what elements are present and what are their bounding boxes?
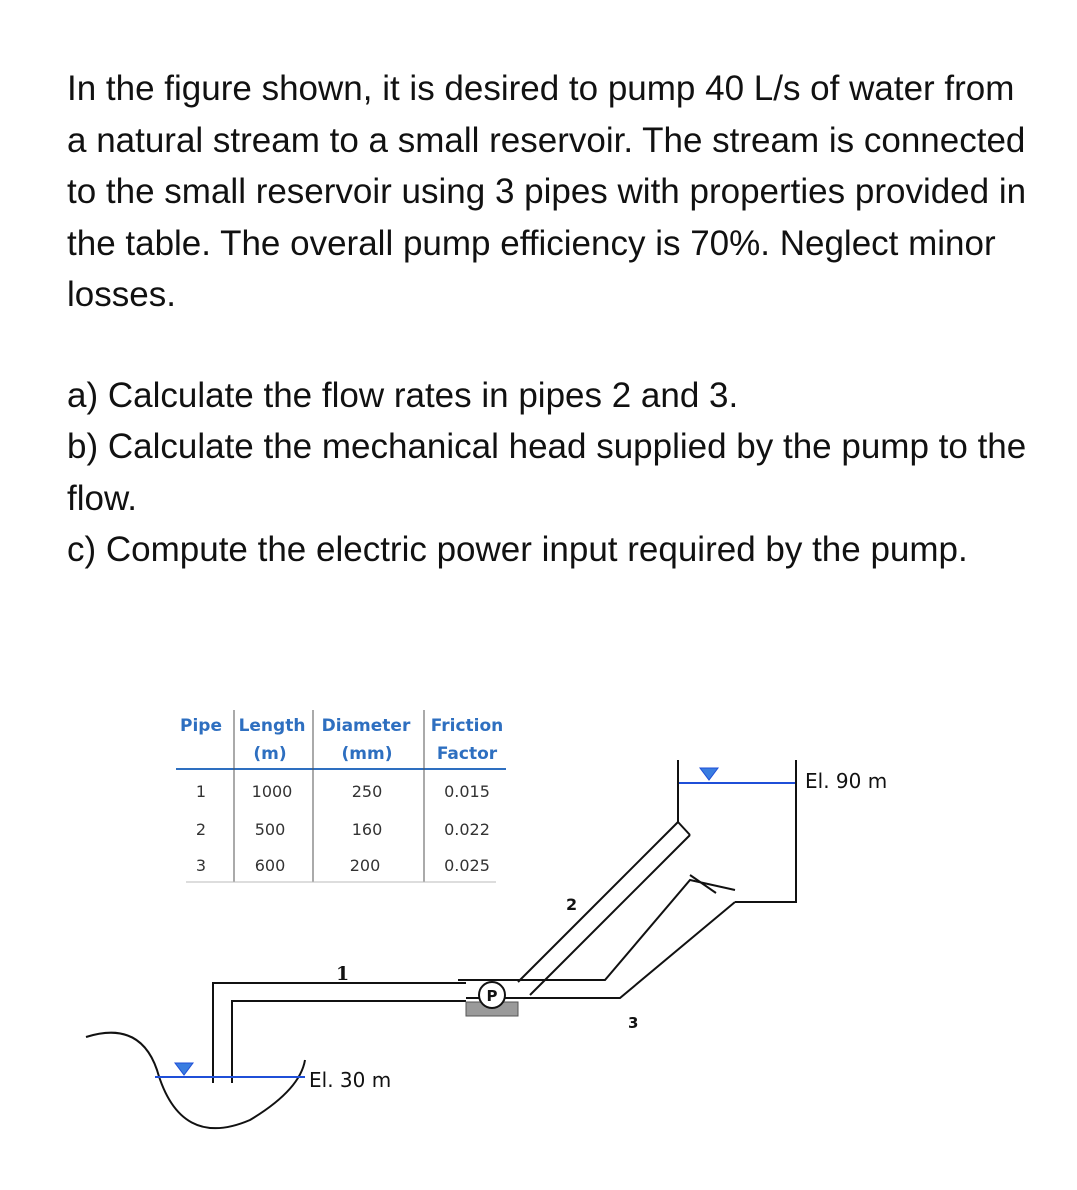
question-c-text: c) Compute the electric power input required by the pump.: [67, 530, 968, 569]
row1-pipe: 1: [195, 782, 207, 801]
question-c: [67, 524, 1027, 576]
row2-diameter: 160: [351, 820, 383, 839]
row3-pipe: 3: [195, 856, 207, 875]
pipe-1-label: 1: [336, 963, 350, 985]
natural-stream: [86, 1033, 391, 1128]
header-diameter: Diameter: [321, 716, 411, 736]
row3-friction: 0.025: [444, 856, 490, 875]
stream-water-level-marker: [175, 1063, 193, 1075]
row1-diameter: 250: [351, 782, 383, 801]
pipe-system-diagram: [0, 690, 1077, 1190]
reservoir-water-level-marker: [700, 768, 718, 780]
header-friction-unit: Factor: [436, 744, 498, 764]
row3-diameter: 200: [349, 856, 381, 875]
intro-text: In the figure shown, it is desired to pump 40 L/s of water from a natural stream to a small reservoir. The stream is connected to the small reservoir using 3 pipes with properties provided in the table. The overall pump efficiency is 70%. Neglect minor losses.: [67, 69, 1027, 314]
stream-elevation-label: El. 30 m: [309, 1068, 392, 1092]
question-b: [67, 421, 1027, 524]
pipe-2-label: 2: [566, 895, 578, 914]
header-pipe: Pipe: [180, 716, 222, 736]
row2-pipe: 2: [195, 820, 207, 839]
row2-friction: 0.022: [444, 820, 490, 839]
pipe-properties-table: [176, 710, 506, 882]
question-a: [67, 370, 1027, 422]
row2-length: 500: [254, 820, 286, 839]
row3-length: 600: [254, 856, 286, 875]
header-friction: Friction: [430, 716, 504, 736]
row1-length: 1000: [251, 782, 293, 801]
question-a-text: a) Calculate the flow rates in pipes 2 and 3.: [67, 376, 739, 415]
header-diameter-unit: (mm): [341, 744, 393, 764]
header-length-unit: (m): [253, 744, 287, 764]
pipe-3-label: 3: [628, 1014, 639, 1032]
row1-friction: 0.015: [444, 782, 490, 801]
question-b-text: b) Calculate the mechanical head supplied by the pump to the flow.: [67, 427, 1027, 518]
pipe-network: [458, 822, 735, 998]
problem-intro: [67, 63, 1027, 321]
pump-label: P: [486, 987, 498, 1005]
reservoir-elevation-label: El. 90 m: [805, 769, 888, 793]
header-length: Length: [238, 716, 306, 736]
upper-reservoir: [678, 760, 887, 902]
